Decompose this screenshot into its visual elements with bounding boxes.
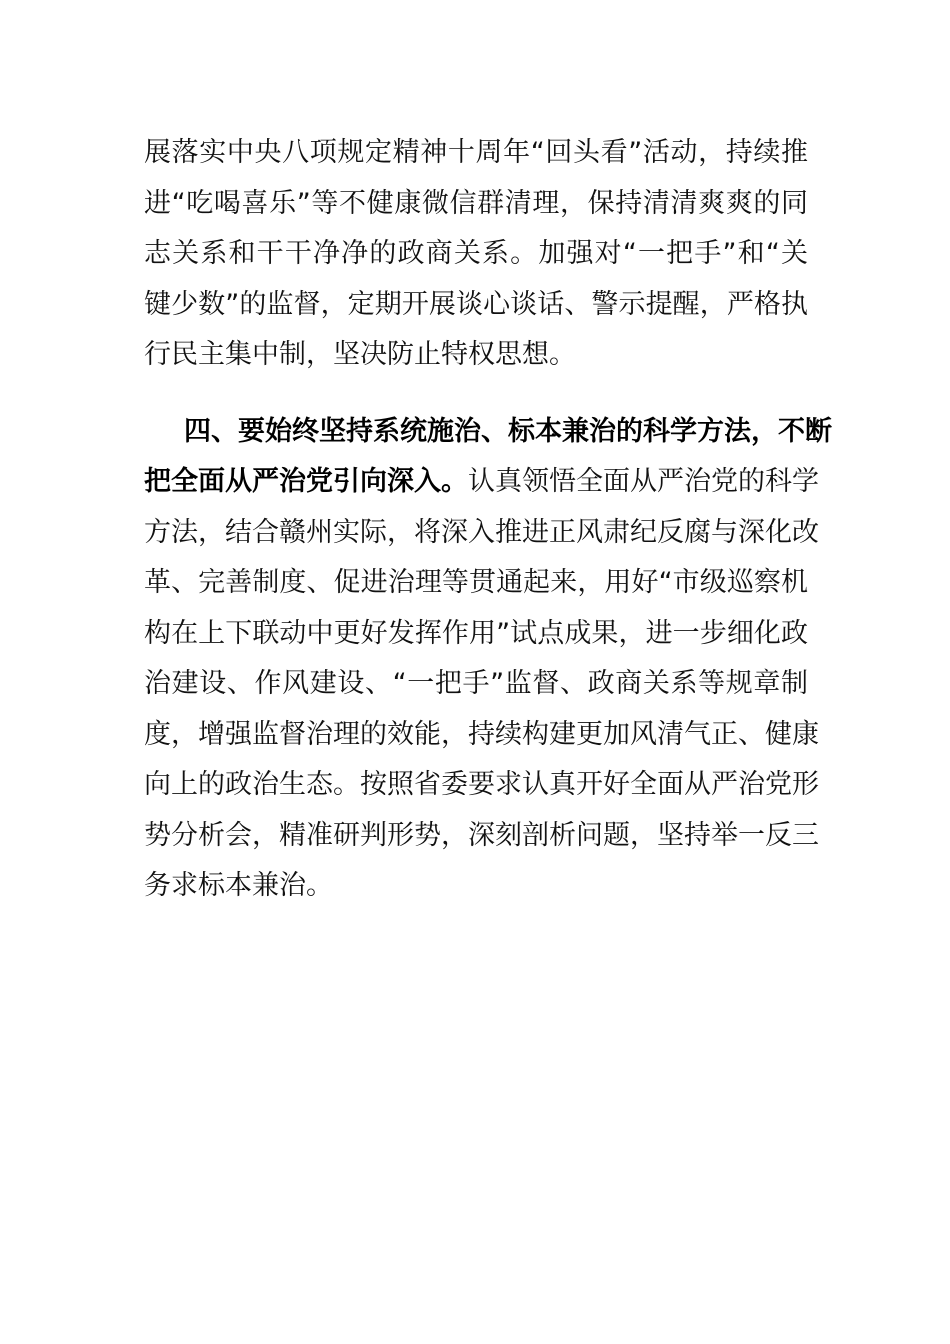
paragraph-line: 度，增强监督治理的效能，持续构建更加风清气正、健康: [144, 718, 819, 750]
paragraph-1: [144, 128, 808, 381]
paragraph-text: 认真领悟全面从严治党的科学: [468, 466, 819, 497]
paragraph-line: 向上的政治生态。按照省委要求认真开好全面从严治党形: [144, 769, 819, 800]
document-body: [144, 128, 832, 912]
paragraph-gap: [144, 381, 808, 407]
section-heading-continued: 把全面从严治党引向深入。: [144, 466, 468, 497]
paragraph-line: 构在上下联动中更好发挥作用”试点成果，进一步细化政: [144, 617, 808, 649]
paragraph-line: 进“吃喝喜乐”等不健康微信群清理，保持清清爽爽的同: [144, 187, 808, 219]
paragraph-line: 势分析会，精准研判形势，深刻剖析问题，坚持举一反三: [144, 819, 819, 851]
paragraph-line: 展落实中央八项规定精神十周年“回头看”活动，持续推: [144, 137, 808, 168]
paragraph-line: 务求标本兼治。: [144, 870, 333, 901]
paragraph-line: 志关系和干干净净的政商关系。加强对“一把手”和“关: [144, 238, 808, 269]
paragraph-line: [144, 457, 819, 508]
paragraph-line: 治建设、作风建设、“一把手”监督、政商关系等规章制: [144, 668, 808, 699]
paragraph-line: 革、完善制度、促进治理等贯通起来，用好“市级巡察机: [144, 567, 808, 598]
paragraph-2: [144, 407, 832, 912]
paragraph-line: 方法，结合赣州实际，将深入推进正风肃纪反腐与深化改: [144, 516, 819, 548]
paragraph-line: 行民主集中制，坚决防止特权思想。: [144, 339, 576, 370]
paragraph-line: 键少数”的监督，定期开展谈心谈话、警示提醒，严格执: [144, 288, 808, 320]
section-heading: 四、要始终坚持系统施治、标本兼治的科学方法，不断: [184, 415, 832, 447]
